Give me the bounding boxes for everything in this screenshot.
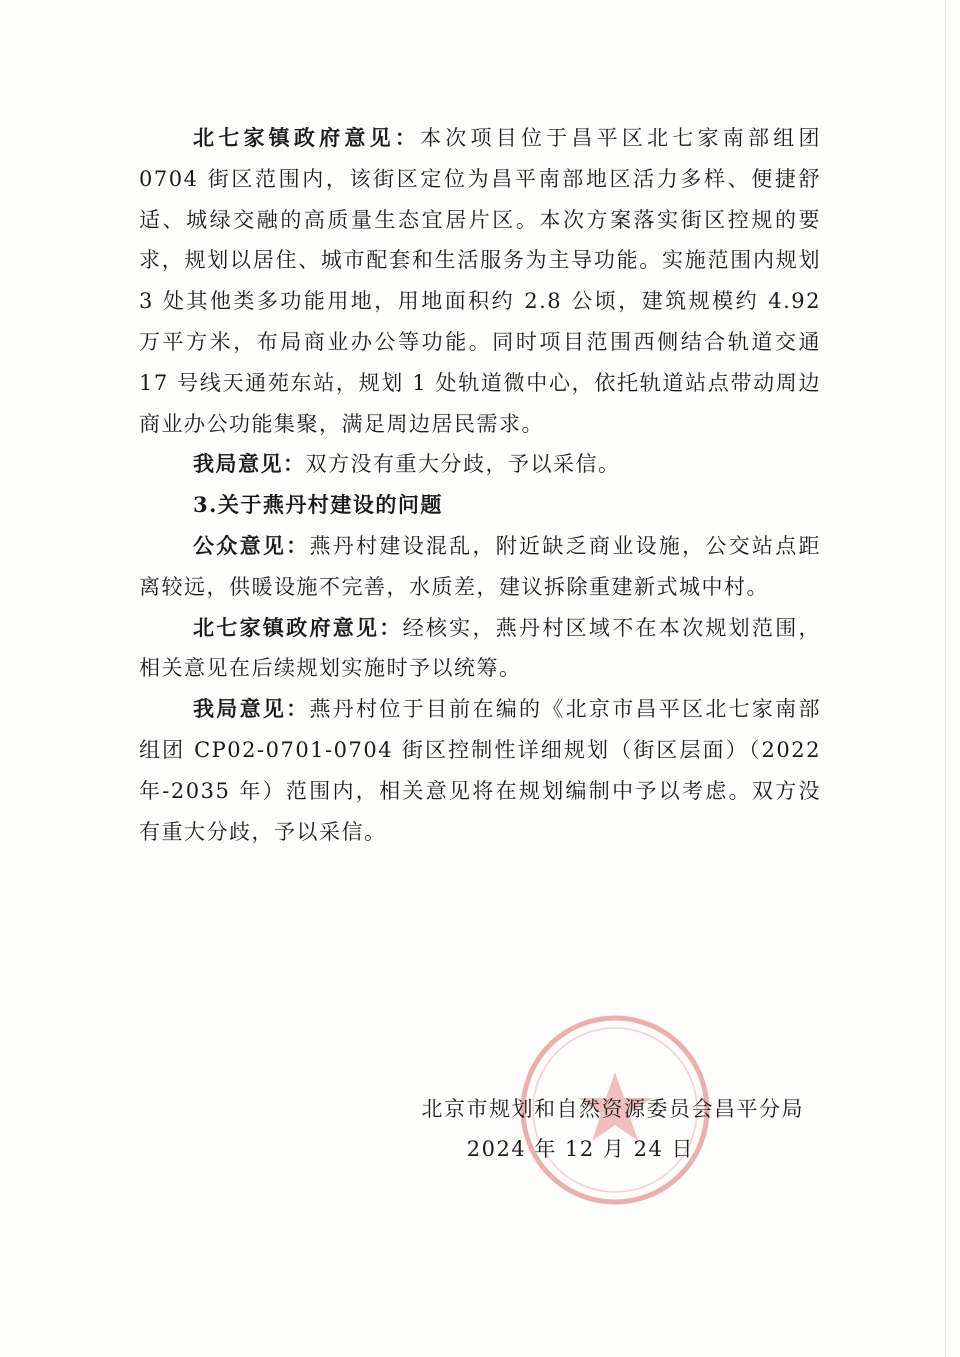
paragraph-town-government-opinion-2: [139, 608, 821, 690]
paragraph-label: 北七家镇政府意见：: [193, 614, 403, 640]
section-heading: 3.关于燕丹村建设的问题: [193, 492, 443, 518]
signature-organization: 北京市规划和自然资源委员会昌平分局: [421, 1097, 804, 1121]
paragraph-text: 燕丹村位于目前在编的《北京市昌平区北七家南部组团 CP02-0701-0704 街区控制性详细规划（街区层面）（2022 年-2035 年）范围内，相关意见将在规划编制中予以考虑。双方没有重大分歧，予以采信。: [139, 697, 822, 844]
paragraph-public-opinion: [139, 526, 821, 608]
signature-date: 2024 年 12 月 24 日: [466, 1137, 694, 1161]
paragraph-text: 本次项目位于昌平区北七家南部组团 0704 街区范围内，该街区定位为昌平南部地区活力多样、便捷舒适、城绿交融的高质量生态宜居片区。本次方案落实街区控规的要求，规划以居住、城市配套和生活服务为主导功能。实施范围内规划 3 处其他类多功能用地，用地面积约 2.8 公顷，建筑规模约 4.92 万平方米，布局商业办公等功能。同时项目范围西侧结合轨道交通 17 号线天通苑东站，规划 1 处轨道微中心，依托轨道站点带动周边商业办公功能集聚，满足周边居民需求。: [139, 126, 821, 436]
paragraph-bureau-opinion-2: [139, 689, 821, 852]
paragraph-label: 我局意见：: [193, 696, 310, 722]
paragraph-text: 双方没有重大分歧，予以采信。: [305, 452, 621, 477]
paragraph-text: 燕丹村建设混乱，附近缺乏商业设施，公交站点距离较远，供暖设施不完善，水质差，建议拆除重建新式城中村。: [139, 533, 822, 599]
signature-block: [422, 1089, 805, 1169]
paragraph-bureau-opinion-1: [139, 444, 821, 485]
page-edge-divider: [945, 0, 946, 1357]
paragraph-label: 我局意见：: [193, 451, 306, 477]
paragraph-text: 经核实，燕丹村区域不在本次规划范围，相关意见在后续规划实施时予以统筹。: [139, 615, 822, 681]
paragraph-label: 公众意见：: [193, 532, 310, 558]
paragraph-town-government-opinion-1: [139, 118, 821, 444]
paragraph-label: 北七家镇政府意见：: [193, 125, 421, 150]
document-body: [139, 118, 821, 852]
